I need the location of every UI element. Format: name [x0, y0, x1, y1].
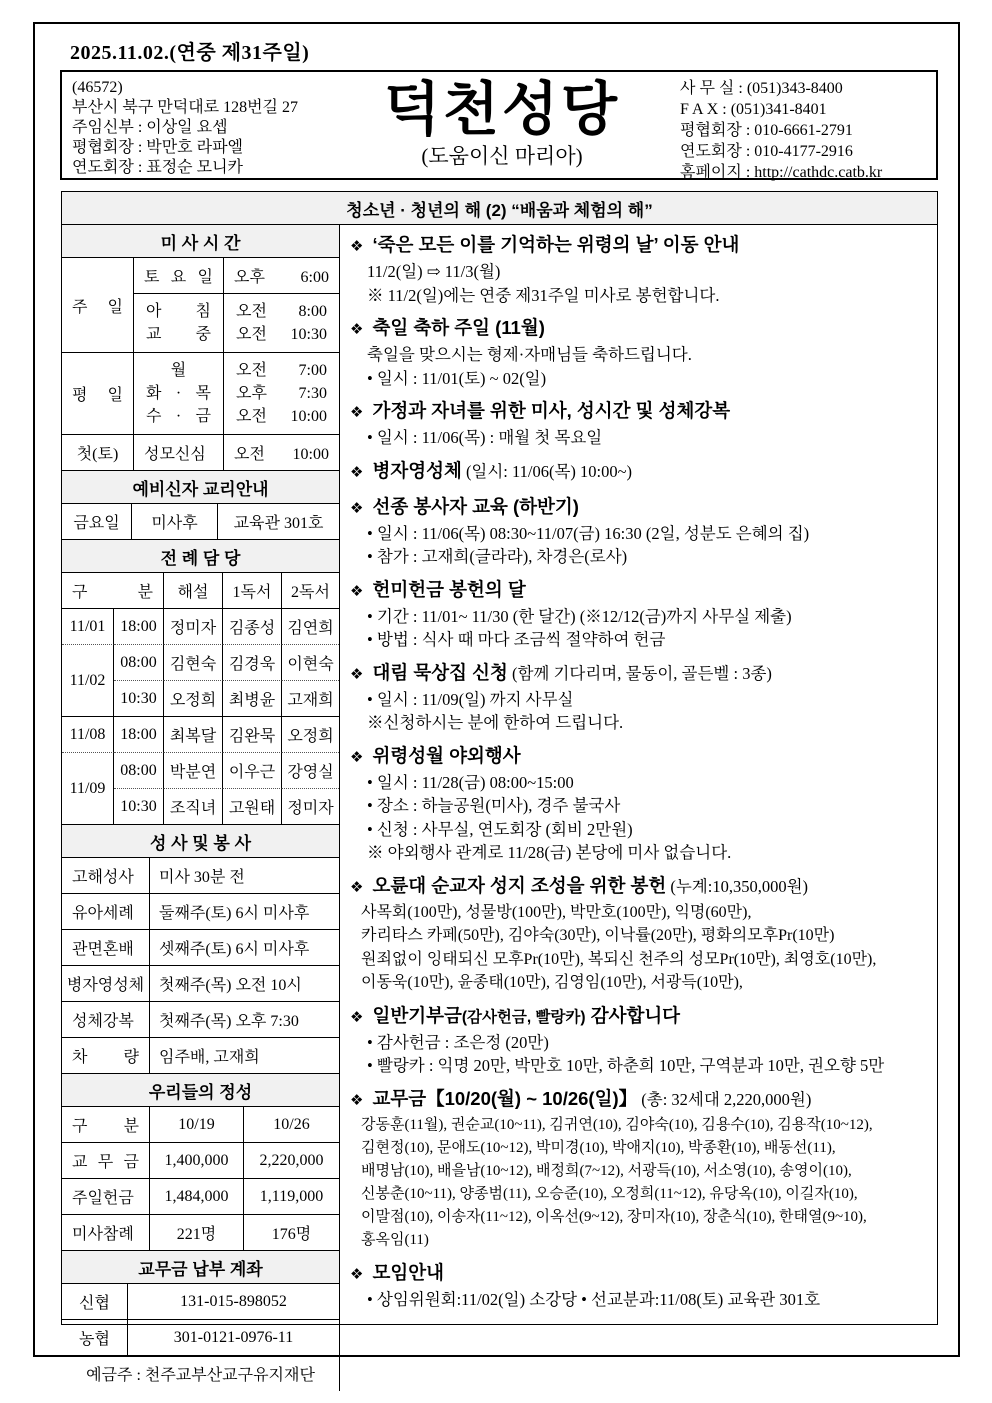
mass-time-cell: 오전 10:00: [224, 435, 339, 471]
table-row: [62, 1356, 339, 1391]
sacrament-label-cell: 병자영성체: [62, 966, 150, 1002]
liturgy-time-cell: 10:30: [114, 681, 164, 717]
mass-day-cell: 성모신심: [134, 435, 224, 471]
liturgy-time-cell: 10:30: [114, 789, 164, 825]
liturgy-name-cell: 고재희: [282, 681, 339, 717]
table-row: [62, 930, 339, 966]
announcement: [350, 494, 931, 569]
announcement-title: [350, 660, 931, 688]
diamond-icon: ❖: [350, 878, 364, 896]
account-table: [62, 1284, 339, 1391]
announcement-title-text: 일반기부금: [372, 1004, 462, 1026]
announcement-title: [350, 232, 931, 260]
announcement: [350, 1260, 931, 1312]
mass-day-cell: 월 화 · 목 수 · 금: [134, 353, 224, 435]
announcement-title-suffix: (감사헌금, 빨랑카): [461, 1008, 586, 1026]
announcement-line: • 참가 : 고재희(글라라), 차경은(로사): [367, 547, 628, 566]
mass-times-table: [62, 258, 339, 471]
announcement-line: • 일시 : 11/09(일) 까지 사무실: [367, 689, 574, 709]
liturgy-col-header: 1독서: [223, 573, 282, 609]
catechumen-where-cell: 교육관 301호: [218, 504, 339, 540]
payee-cell: 예금주 : 천주교부산교구유지재단: [86, 1367, 315, 1384]
homepage-line: 홈페이지 : http://cathdc.catb.kr: [680, 164, 883, 181]
sacrament-label-cell: 관면혼배: [62, 930, 150, 966]
offering-table: [62, 1107, 339, 1251]
table-row: [62, 504, 339, 540]
diamond-icon: ❖: [350, 748, 364, 766]
announcement-line: • 방법 : 식사 때 마다 조금씩 절약하여 헌금: [367, 630, 666, 649]
offering-value-cell: 1,484,000: [150, 1179, 244, 1215]
table-row: [62, 717, 339, 753]
liturgy-name-cell: 조직녀: [164, 789, 223, 825]
liturgy-name-cell: 강영실: [282, 753, 339, 789]
address: 부산시 북구 만덕대로 128번길 27: [72, 99, 299, 116]
sacrament-label-cell: 유아세례: [62, 894, 150, 930]
announcement-line: 11/2(일) ⇨ 11/3(월): [367, 262, 501, 281]
announcement-line: • 상임위원회:11/02(일) 소강당 • 선교분과:11/08(토) 교육관 301호: [367, 1289, 821, 1309]
announcement-line: • 신청 : 사무실, 연도회장 (회비 2만원): [367, 819, 633, 839]
diamond-icon: ❖: [350, 582, 364, 600]
announcement-line: • 일시 : 11/06(목) : 매월 첫 목요일: [367, 428, 603, 447]
lay-phone-line: 평협회장 : 010-6661-2791: [680, 122, 853, 139]
lay-president-line: 평협회장 : 박만호 라파엘: [72, 139, 244, 156]
liturgy-name-cell: 정미자: [164, 609, 223, 645]
announcement: [350, 232, 931, 307]
mass-time-cell: 오후 6:00: [224, 258, 339, 294]
announcement-line: 카리타스 카페(50만), 김야숙(30만), 이낙률(20만), 평화의모후Pr(10만): [361, 927, 835, 944]
sacrament-value-cell: 임주배, 고재희: [150, 1038, 339, 1074]
bank-name-cell: 농협: [62, 1320, 128, 1356]
announcement: [350, 458, 931, 486]
sacrament-value-cell: 첫째주(목) 오후 7:30: [150, 1002, 339, 1038]
announcement-title-text: 병자영성체: [372, 459, 462, 481]
announcement: [350, 873, 931, 995]
table-row: [62, 1320, 339, 1356]
offering-col-header: 10/26: [244, 1107, 339, 1143]
announcement: [350, 315, 931, 390]
diamond-icon: ❖: [350, 1008, 364, 1026]
liturgy-name-cell: 박분연: [164, 753, 223, 789]
table-row: [62, 573, 339, 609]
liturgy-col-header: 구 분: [62, 573, 164, 609]
date-line: 2025.11.02.(연중 제31주일): [70, 42, 310, 64]
liturgy-col-header: 2독서: [282, 573, 339, 609]
announcement-title-text: 축일 축하 주일 (11월): [372, 317, 545, 338]
announcement-line: ※신청하시는 분에 한하여 드립니다.: [367, 713, 624, 732]
liturgy-name-cell: 고원태: [223, 789, 282, 825]
diamond-icon: ❖: [350, 499, 364, 517]
yeondo-phone-line: 연도회장 : 010-4177-2916: [680, 143, 853, 160]
offering-col-header: 구 분: [62, 1107, 150, 1143]
offering-label-cell: 미사참례: [62, 1215, 150, 1251]
announcement-title: [350, 315, 931, 343]
table-row: [62, 1179, 339, 1215]
diamond-icon: ❖: [350, 463, 364, 481]
announcement-line: 김현정(10), 문애도(10~12), 박미경(10), 박애지(10), 박종환(10), 배동선(11),: [361, 1139, 836, 1156]
announcement-title: [350, 1086, 931, 1114]
announcement: [350, 660, 931, 735]
bulletin-body: [61, 191, 938, 1384]
announcement-title: [350, 458, 931, 486]
announcement-line: 이말점(10), 이송자(11~12), 이옥선(9~12), 장미자(10), 장춘식(10), 한태열(9~10),: [361, 1208, 867, 1225]
catechumen-when-cell: 미사후: [132, 504, 218, 540]
table-row: [62, 258, 339, 294]
announcement-line: 신봉춘(10~11), 양종범(11), 오승준(10), 오정희(11~12), 유당옥(10), 이길자(10),: [361, 1185, 858, 1202]
table-row: [62, 645, 339, 681]
liturgy-time-cell: 18:00: [114, 717, 164, 753]
diamond-icon: ❖: [350, 404, 364, 421]
mass-time-cell: 오전 7:00 오후 7:30 오전 10:00: [224, 353, 339, 435]
mass-category-cell: 평 일: [62, 353, 134, 435]
liturgy-date-cell: 11/09: [62, 753, 114, 825]
account-number-cell: 131-015-898052: [128, 1284, 339, 1320]
diamond-icon: ❖: [350, 665, 364, 683]
church-subtitle: (도움이신 마리아): [421, 144, 583, 168]
diamond-icon: ❖: [350, 321, 364, 338]
account-number-cell: 301-0121-0976-11: [128, 1320, 339, 1356]
liturgy-name-cell: 오정희: [282, 717, 339, 753]
diamond-icon: ❖: [350, 1265, 364, 1283]
offering-value-cell: 1,119,000: [244, 1179, 339, 1215]
announcement-title: [350, 494, 931, 522]
offering-col-header: 10/19: [150, 1107, 244, 1143]
announcement: [350, 743, 931, 865]
page-frame: [33, 22, 960, 1384]
announcement-line: • 일시 : 11/01(토) ~ 02(일): [367, 368, 547, 388]
mass-category-cell: 주 일: [62, 258, 134, 353]
sacrament-label-cell: 성체강복: [62, 1002, 150, 1038]
bank-name-cell: 신협: [62, 1284, 128, 1320]
announcement-line: 사목회(100만), 성물방(100만), 박만호(100만), 익명(60만),: [361, 903, 752, 921]
offering-value-cell: 176명: [244, 1215, 339, 1251]
liturgy-col-header: 해설: [164, 573, 223, 609]
liturgy-name-cell: 정미자: [282, 789, 339, 825]
announcement-title: [350, 1260, 931, 1288]
announcement-title: [350, 743, 931, 771]
announcement-title-text: 가정과 자녀를 위한 미사, 성시간 및 성체강복: [372, 400, 731, 421]
announcement-line: • 감사헌금 : 조은정 (20만): [367, 1032, 549, 1052]
offering-header: 우리들의 정성: [62, 1074, 339, 1107]
announcement-line: • 빨랑카 : 익명 20만, 박만호 10만, 하춘희 10만, 구역분과 10만, 권오향 5만: [367, 1056, 885, 1075]
contact-info: [680, 77, 928, 181]
mass-day-cell: 토 요 일: [134, 258, 224, 294]
year-theme-banner: 청소년 · 청년의 해 (2) “배움과 체험의 해”: [62, 192, 937, 225]
liturgy-name-cell: 오정희: [164, 681, 223, 717]
table-row: [62, 858, 339, 894]
announcement: [350, 398, 931, 450]
mass-times-header: 미 사 시 간: [62, 225, 339, 258]
sacraments-table: [62, 858, 339, 1074]
table-row: [62, 609, 339, 645]
sacrament-value-cell: 둘째주(토) 6시 미사후: [150, 894, 339, 930]
sacraments-header: 성 사 및 봉 사: [62, 825, 339, 858]
catechumen-table: [62, 504, 339, 540]
announcement-title-text: 오륜대 순교자 성지 조성을 위한 봉헌: [372, 874, 667, 896]
offering-label-cell: 주일헌금: [62, 1179, 150, 1215]
liturgy-table: [62, 573, 339, 825]
liturgy-time-cell: 08:00: [114, 753, 164, 789]
catechumen-header: 예비신자 교리안내: [62, 471, 339, 504]
church-title-block: [324, 77, 680, 174]
offering-value-cell: 1,400,000: [150, 1143, 244, 1179]
sacrament-value-cell: 첫째주(목) 오전 10시: [150, 966, 339, 1002]
liturgy-time-cell: 18:00: [114, 609, 164, 645]
announcement-title-suffix: (함께 기다리며, 물동이, 골든벨 : 3종): [507, 663, 772, 683]
announcement-line: 축일을 맞으시는 형제·자매님들 축하드립니다.: [367, 345, 692, 364]
announcement-title-text: 헌미헌금 봉헌의 달: [372, 578, 526, 600]
offering-label-cell: 교 무 금: [62, 1143, 150, 1179]
liturgy-header: 전 례 담 당: [62, 540, 339, 573]
offering-value-cell: 2,220,000: [244, 1143, 339, 1179]
announcement-title-suffix: (일시: 11/06(목) 10:00~): [461, 461, 633, 481]
announcement-line: ※ 야외행사 관계로 11/28(금) 본당에 미사 없습니다.: [367, 843, 732, 862]
announcement-title-text: 선종 봉사자 교육 (하반기): [372, 495, 579, 517]
office-phone-line: 사 무 실 : (051)343-8400: [680, 80, 843, 97]
yeondo-president-line: 연도회장 : 표정순 모니카: [72, 159, 244, 176]
announcement: [350, 577, 931, 652]
announcement-title-text: 교무금【10/20(월) ~ 10/26(일)】: [372, 1087, 638, 1109]
account-header: 교무금 납부 계좌: [62, 1251, 339, 1284]
header-box: [60, 70, 938, 180]
sacrament-value-cell: 셋째주(토) 6시 미사후: [150, 930, 339, 966]
announcement-title-text: ‘죽은 모든 이를 기억하는 위령의 날’ 이동 안내: [372, 234, 740, 255]
fax-line: F A X : (051)341-8401: [680, 101, 827, 118]
table-row: [62, 894, 339, 930]
liturgy-name-cell: 이현숙: [282, 645, 339, 681]
table-row: [62, 1002, 339, 1038]
pastor-line: 주임신부 : 이상일 요셉: [72, 119, 228, 136]
table-row: [62, 753, 339, 789]
mass-time-cell: 오전 8:00 오전 10:30: [224, 294, 339, 353]
liturgy-name-cell: 김경욱: [223, 645, 282, 681]
announcement-title: [350, 577, 931, 605]
table-row: [62, 1143, 339, 1179]
liturgy-date-cell: 11/08: [62, 717, 114, 753]
offering-value-cell: 221명: [150, 1215, 244, 1251]
announcement-title-suffix: (누계:10,350,000원): [666, 876, 808, 896]
liturgy-date-cell: 11/02: [62, 645, 114, 717]
announcement-title-tail: 감사합니다: [585, 1004, 681, 1026]
left-column: [62, 225, 340, 1391]
announcement-title: [350, 398, 931, 426]
liturgy-date-cell: 11/01: [62, 609, 114, 645]
church-info: [72, 77, 324, 174]
liturgy-name-cell: 김연희: [282, 609, 339, 645]
announcement-line: 홍옥임(11): [361, 1231, 429, 1248]
postal-code: (46572): [72, 79, 123, 96]
announcement-line: • 일시 : 11/28(금) 08:00~15:00: [367, 772, 574, 792]
mass-day-cell: 아 침 교 중: [134, 294, 224, 353]
catechumen-day-cell: 금요일: [62, 504, 132, 540]
diamond-icon: ❖: [350, 238, 364, 255]
mass-category-cell: 첫(토): [62, 435, 134, 471]
liturgy-name-cell: 최병윤: [223, 681, 282, 717]
announcement-line: • 기간 : 11/01~ 11/30 (한 달간) (※12/12(금)까지 사무실 제출): [367, 606, 792, 626]
liturgy-time-cell: 08:00: [114, 645, 164, 681]
sacrament-value-cell: 미사 30분 전: [150, 858, 339, 894]
announcement: [350, 1086, 931, 1252]
announcement-title-text: 모임안내: [372, 1261, 444, 1283]
liturgy-name-cell: 최복달: [164, 717, 223, 753]
announcement-line: 원죄없이 잉태되신 모후Pr(10만), 복되신 천주의 성모Pr(10만), 최영호(10만),: [361, 950, 877, 968]
announcement-title-suffix: (총: 32세대 2,220,000원): [637, 1089, 812, 1109]
announcement-line: ※ 11/2(일)에는 연중 제31주일 미사로 봉헌합니다.: [367, 285, 720, 305]
liturgy-name-cell: 이우근: [223, 753, 282, 789]
sacrament-label-cell: 고해성사: [62, 858, 150, 894]
announcement-title: [350, 1003, 931, 1031]
announcement-line: • 장소 : 하늘공원(미사), 경주 불국사: [367, 796, 621, 815]
announcement-line: 강동훈(11월), 권순교(10~11), 김귀연(10), 김야숙(10), 김용수(10), 김용작(10~12),: [361, 1116, 873, 1133]
announcement-line: 배명남(10), 배을남(10~12), 배정희(7~12), 서광득(10), 서소영(10), 송영이(10),: [361, 1162, 852, 1179]
announcement-title-text: 대림 묵상집 신청: [372, 661, 508, 683]
liturgy-name-cell: 김종성: [223, 609, 282, 645]
liturgy-name-cell: 김현숙: [164, 645, 223, 681]
announcement-title: [350, 873, 931, 901]
church-title: 덕천성당: [383, 77, 621, 142]
announcements-column: [340, 225, 937, 1391]
announcement-line: 이동욱(10만), 윤종태(10만), 김영임(10만), 서광득(10만),: [361, 974, 743, 991]
table-row: [62, 1107, 339, 1143]
table-row: [62, 1215, 339, 1251]
diamond-icon: ❖: [350, 1091, 364, 1109]
announcement-title-text: 위령성월 야외행사: [372, 744, 521, 766]
sacrament-label-cell: 차 량: [62, 1038, 150, 1074]
table-row: [62, 1284, 339, 1320]
table-row: [62, 1038, 339, 1074]
announcement: [350, 1003, 931, 1078]
announcement-line: • 일시 : 11/06(목) 08:30~11/07(금) 16:30 (2일, 성분도 은혜의 집): [367, 523, 810, 543]
liturgy-name-cell: 김완묵: [223, 717, 282, 753]
table-row: [62, 435, 339, 471]
table-row: [62, 966, 339, 1002]
table-row: [62, 353, 339, 435]
